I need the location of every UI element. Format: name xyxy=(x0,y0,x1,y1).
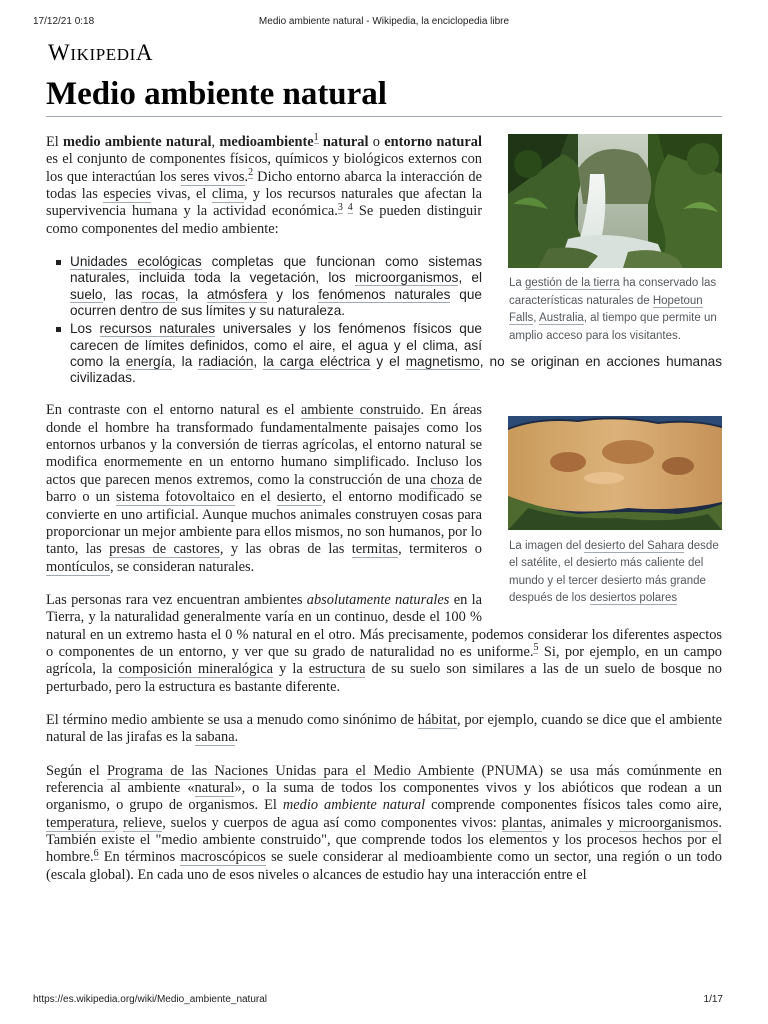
logo-letters: IKIPEDI xyxy=(70,45,136,64)
link[interactable]: fenómenos naturales xyxy=(318,286,451,302)
reference-link[interactable]: 2 xyxy=(248,166,254,178)
print-date: 17/12/21 0:18 xyxy=(33,16,95,27)
text: o xyxy=(368,134,385,150)
text: en la Tierra, y la naturalidad generalmente varía en un continuo, desde el 100 % natural en un extremo hasta el 0 % natural en el otro. Más precisamente, podemos considerar los diferentes aspectos o componentes de un entorno, y ver que su grado de naturalidad no es uniforme. xyxy=(46,591,722,660)
text: », o la suma de todos los componentes vivos y los abióticos que rodean a un organismo, o grupo de organismos. El xyxy=(46,779,722,814)
link[interactable]: suelo xyxy=(70,286,103,302)
link[interactable]: plantas xyxy=(501,814,543,831)
text: que ocurren dentro de sus límites y su naturaleza. xyxy=(70,286,482,318)
print-url: https://es.wikipedia.org/wiki/Medio_ambiente_natural xyxy=(33,994,268,1005)
caption-link[interactable]: gestión de la tierra xyxy=(525,277,620,290)
text: , las xyxy=(102,286,142,302)
print-page-title: Medio ambiente natural - Wikipedia, la enciclopedia libre xyxy=(258,16,510,27)
link[interactable]: sistema fotovoltaico xyxy=(116,489,235,506)
link[interactable]: seres vivos xyxy=(180,168,245,185)
caption-text: La xyxy=(509,277,525,290)
list-item xyxy=(70,254,722,319)
print-page-number: 1/17 xyxy=(703,994,723,1005)
link[interactable]: clima xyxy=(211,186,244,203)
link[interactable]: ambiente construido xyxy=(300,402,421,419)
link[interactable]: microorganismos xyxy=(354,270,459,286)
reference-link[interactable]: 6 xyxy=(93,847,99,859)
bold-term: medio ambiente natural xyxy=(63,134,212,150)
text: , xyxy=(114,814,124,831)
text: , termiteros o xyxy=(398,541,482,558)
caption-text: desde el satélite, el desierto más caliente del mundo y el tercer desierto más grande después de los xyxy=(509,539,719,604)
text: Los xyxy=(70,321,100,337)
text: Según el xyxy=(46,762,108,779)
link[interactable]: energía xyxy=(125,353,172,369)
link[interactable]: microorganismos xyxy=(618,814,719,831)
figure-sahara xyxy=(508,416,722,607)
italic-term: absolutamente naturales xyxy=(306,591,450,608)
text: , xyxy=(253,353,264,369)
bold-term: natural xyxy=(322,134,369,150)
text: , no se originan en acciones humanas civilizadas. xyxy=(70,353,722,386)
text: , por ejemplo, cuando se dice que el ambiente natural de las jirafas es la xyxy=(46,711,722,746)
caption-link[interactable]: desierto del Sahara xyxy=(584,539,685,552)
caption-link[interactable]: Hopetoun Falls xyxy=(509,294,703,325)
list-item xyxy=(70,321,722,386)
caption-text: , xyxy=(533,312,540,325)
text: Si, por ejemplo, en un campo agrícola, la xyxy=(46,643,723,678)
caption-link[interactable]: Australia xyxy=(539,312,584,325)
text: en el xyxy=(234,489,277,506)
link[interactable]: presas de castores xyxy=(109,541,220,558)
text: . En áreas donde el hombre ha transformado fundamentalmente paisajes como los entornos urbanos y la conversión de tierras agrícolas, el entorno natural se modifica enormemente en un entorno humano simplificado. Incluso los actos que parecen menos extremos, como la construcción de una xyxy=(46,402,482,488)
link[interactable]: macroscópicos xyxy=(180,849,266,866)
link[interactable]: Unidades ecológicas xyxy=(70,254,202,270)
logo-letter: A xyxy=(135,40,154,65)
print-footer xyxy=(33,994,735,1008)
text: (PNUMA) se usa más comúnmente en referencia al ambiente « xyxy=(46,762,722,796)
link[interactable]: la carga eléctrica xyxy=(263,353,371,369)
text: es el conjunto de componentes físicos, químicos y biológicos externos con los que interactúan los xyxy=(46,151,482,185)
link[interactable]: recursos naturales xyxy=(99,321,216,337)
text: y los xyxy=(267,286,319,302)
text: . xyxy=(244,168,249,185)
text: , xyxy=(211,134,220,150)
text: El xyxy=(46,134,64,150)
text: , el entorno modificado se convierte en uno artificial. Aunque muchos animales construyen cosas para proporcionar un mejor ambiente para ellos mismos, no son humanos, por lo tanto, las xyxy=(46,489,482,558)
italic-term: medio ambiente natural xyxy=(282,797,426,814)
sahara-satellite-photo[interactable] xyxy=(508,416,722,535)
text: , la xyxy=(171,353,199,369)
link[interactable]: Programa de las Naciones Unidas para el Medio Ambiente xyxy=(107,762,475,779)
link[interactable]: especies xyxy=(103,186,152,203)
caption-text: , al tiempo que permite un amplio acceso para los visitantes. xyxy=(509,312,717,342)
link[interactable]: natural xyxy=(194,779,235,796)
text: y la xyxy=(273,661,309,678)
text: , y los recursos naturales que afectan la supervivencia humana y la actividad económica. xyxy=(46,186,482,220)
reference-link[interactable]: 4 xyxy=(347,201,353,213)
link[interactable]: rocas xyxy=(141,286,175,302)
text: Las personas rara vez encuentran ambientes xyxy=(46,591,307,608)
text: , la xyxy=(174,286,207,302)
text: comprende componentes físicos tales como aire, xyxy=(425,797,722,814)
title-divider xyxy=(46,116,722,117)
print-header xyxy=(33,16,735,30)
paragraph-naturalness xyxy=(46,592,722,696)
link[interactable]: choza xyxy=(430,471,464,488)
link[interactable]: magnetismo xyxy=(405,353,480,369)
text: , y las obras de las xyxy=(219,541,352,558)
link[interactable]: relieve xyxy=(123,814,163,831)
link[interactable]: estructura xyxy=(308,661,366,678)
caption-text: La imagen del xyxy=(509,539,585,552)
link[interactable]: temperatura xyxy=(46,814,115,831)
footer-mask xyxy=(0,1010,768,1024)
text: universales y los fenómenos físicos que carecen de límites definidos, como el aire, el agua y el clima, así como la xyxy=(70,321,482,369)
link[interactable]: sabana xyxy=(195,729,235,746)
link[interactable]: hábitat xyxy=(417,711,457,728)
text: . También existe el "medio ambiente construido", que comprende todos los elementos y los procesos hechos por el hombre. xyxy=(46,814,722,866)
wikipedia-logo[interactable] xyxy=(48,40,153,66)
text: , suelos y cuerpos de agua así como componentes vivos: xyxy=(162,814,502,831)
link[interactable]: desierto xyxy=(276,489,323,506)
text: , animales y xyxy=(542,814,619,831)
paragraph-pnuma xyxy=(46,763,722,884)
reference xyxy=(343,202,353,214)
text: . xyxy=(234,729,239,746)
caption-link[interactable]: desiertos polares xyxy=(589,592,678,604)
figure-caption xyxy=(508,536,722,608)
reference xyxy=(314,132,319,144)
page-title: Medio ambiente natural xyxy=(46,76,387,112)
text: En contraste con el entorno natural es el xyxy=(46,402,301,419)
text: Dicho entorno abarca la interacción de todas las xyxy=(46,168,482,203)
link[interactable]: atmósfera xyxy=(206,286,268,302)
reference-link[interactable]: 1 xyxy=(313,132,319,144)
text: vivas, el xyxy=(151,186,212,203)
link[interactable]: termitas xyxy=(351,541,399,558)
link[interactable]: radiación xyxy=(198,353,254,369)
waterfall-rainforest-photo[interactable] xyxy=(508,134,722,273)
link[interactable]: composición mineralógica xyxy=(118,661,274,678)
article-body xyxy=(46,134,722,900)
text: , se consideran naturales. xyxy=(109,558,255,575)
text: de barro o un xyxy=(46,471,482,506)
paragraph-habitat xyxy=(46,712,722,747)
reference-link[interactable]: 3 xyxy=(337,201,343,213)
bold-term: entorno natural xyxy=(384,134,482,150)
bold-term: medioambiente xyxy=(219,134,314,150)
text: , el xyxy=(458,270,482,286)
logo-letter: W xyxy=(48,40,71,65)
text: Se pueden distinguir como componentes del medio ambiente: xyxy=(46,203,482,237)
text: En términos xyxy=(98,849,181,866)
reference-link[interactable]: 5 xyxy=(533,642,539,654)
text: El término medio ambiente se usa a menudo como sinónimo de xyxy=(46,711,418,728)
text: completas que funcionan como sistemas naturales, incluida toda la vegetación, los xyxy=(70,254,482,286)
text: y el xyxy=(370,353,406,369)
caption-text: ha conservado las características naturales de xyxy=(509,277,717,307)
link[interactable]: montículos xyxy=(46,558,110,575)
text: se suele considerar al medioambiente como un sector, una región o un todo (escala global). En cada uno de esos niveles o alcances de estudio hay una interacción entre el xyxy=(46,849,723,883)
text: de su suelo son similares a las de un suelo de bosque no perturbado, pero la estructura es bastante diferente. xyxy=(46,661,722,695)
